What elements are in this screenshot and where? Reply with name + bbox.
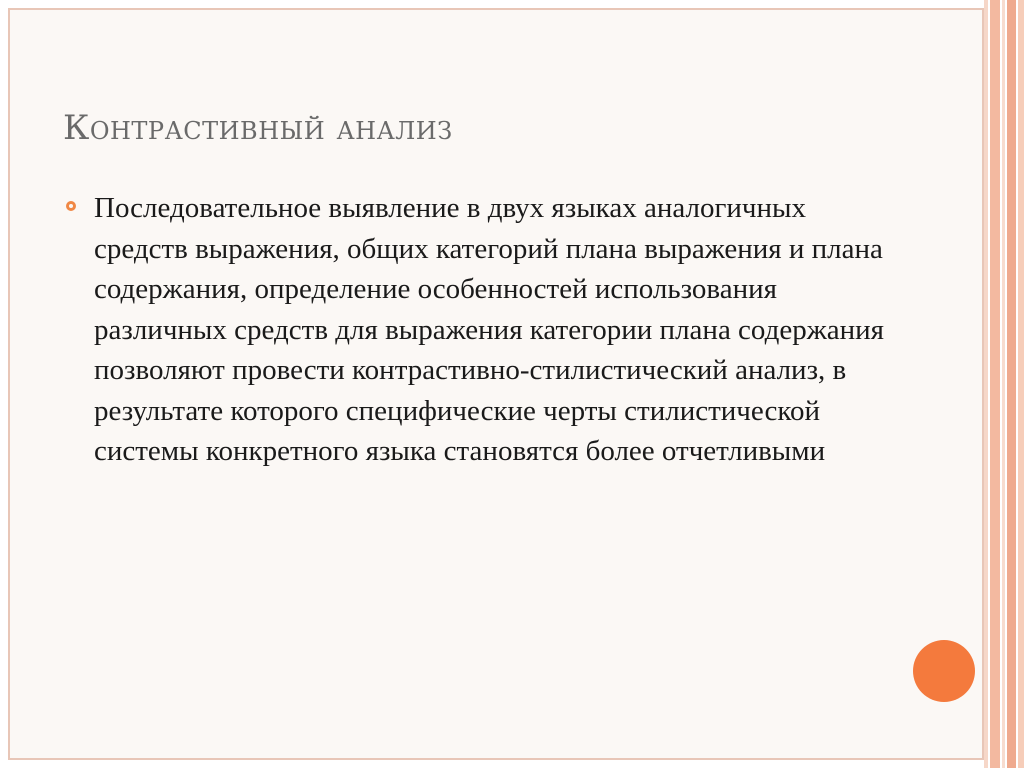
ring-bullet-icon [66,201,76,211]
orange-circle-icon [913,640,975,702]
slide-title: Контрастивный анализ [63,108,453,148]
slide-body-text: Последовательное выявление в двух языках аналогичных средств выражения, общих категорий плана выражения и плана содержания, определение особенностей использования различных средств для выражения категории плана содержания позволяют провести контрастивно-стилистический анализ, в результате которого специфические черты стилистической системы конкретного языка становятся более отчетливыми [94,192,885,467]
right-decorative-stripes [984,0,1024,768]
